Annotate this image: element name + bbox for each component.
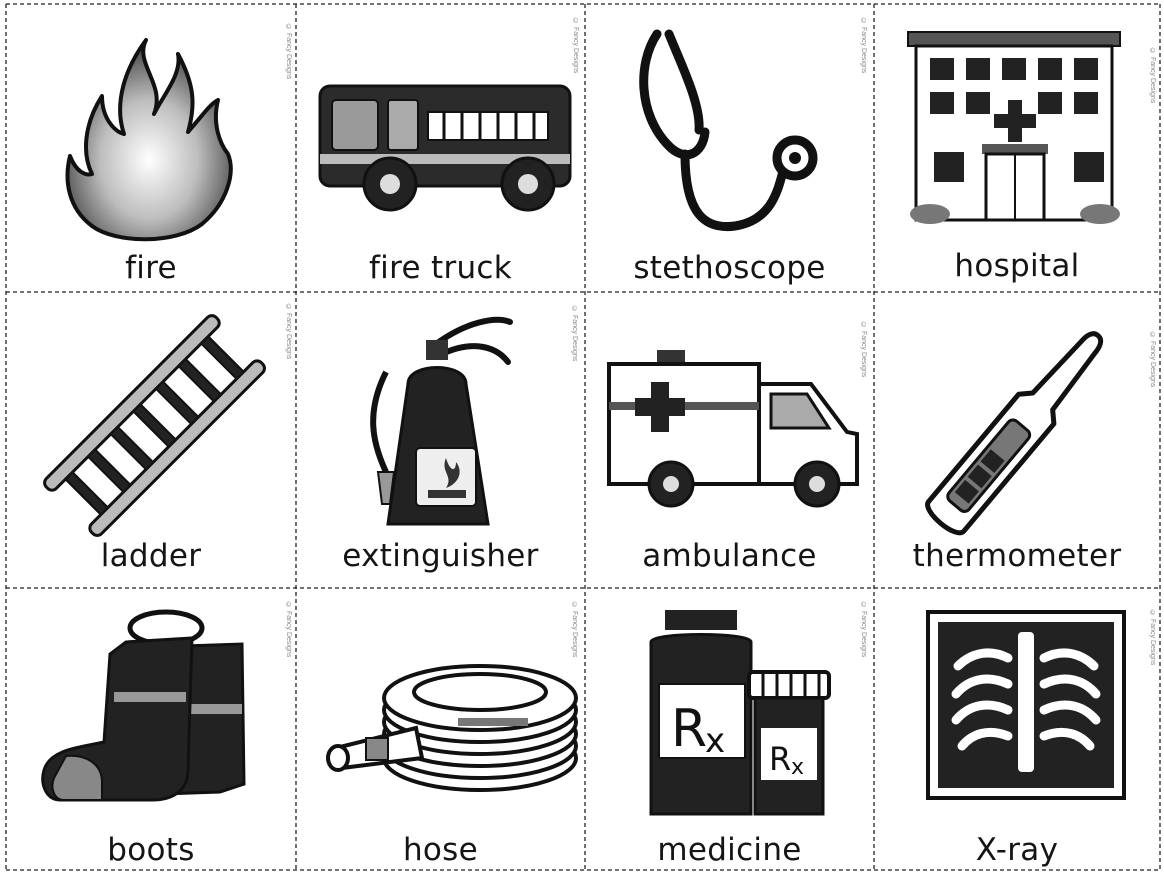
credit-text: © Fancy Designs <box>1149 332 1156 388</box>
credit-text: © Fancy Designs <box>1149 610 1156 666</box>
card-hose <box>296 588 585 870</box>
x-ray-icon <box>874 588 1160 870</box>
card-ambulance <box>585 292 874 588</box>
card-label: fire <box>125 250 177 286</box>
credit-text: © Fancy Designs <box>572 18 579 74</box>
card-label: extinguisher <box>342 538 539 574</box>
stethoscope-icon <box>585 4 874 292</box>
credit-text: © Fancy Designs <box>860 322 867 378</box>
card-thermometer <box>874 292 1160 588</box>
card-label: thermometer <box>912 538 1122 574</box>
card-label: X-ray <box>975 832 1059 868</box>
card-label: hospital <box>954 248 1080 284</box>
credit-text: © Fancy Designs <box>860 18 867 74</box>
fire-icon <box>6 4 296 292</box>
credit-text: © Fancy Designs <box>285 304 292 360</box>
credit-text: © Fancy Designs <box>571 602 578 658</box>
card-label: ladder <box>100 538 202 574</box>
card-stethoscope <box>585 4 874 292</box>
card-label: stethoscope <box>633 250 826 286</box>
card-label: fire truck <box>368 250 513 286</box>
svg-text:R: R <box>769 740 792 778</box>
card-x-ray <box>874 588 1160 870</box>
hose-icon <box>296 588 585 870</box>
svg-text:R: R <box>671 699 708 759</box>
credit-text: © Fancy Designs <box>571 306 578 362</box>
card-boots <box>6 588 296 870</box>
svg-text:x: x <box>791 755 805 780</box>
card-fire-truck <box>296 4 585 292</box>
card-extinguisher <box>296 292 585 588</box>
card-medicine <box>585 588 874 870</box>
svg-text:x: x <box>705 721 726 761</box>
medicine-icon <box>585 588 874 870</box>
card-hospital <box>874 4 1160 292</box>
card-label: medicine <box>657 832 802 868</box>
card-label: hose <box>402 832 479 868</box>
card-label: ambulance <box>642 538 817 574</box>
card-label: boots <box>107 832 195 868</box>
credit-text: © Fancy Designs <box>285 602 292 658</box>
card-fire <box>6 4 296 292</box>
credit-text: © Fancy Designs <box>285 24 292 80</box>
fire-truck-icon <box>296 4 585 292</box>
boots-icon <box>6 588 296 870</box>
credit-text: © Fancy Designs <box>860 602 867 658</box>
card-ladder <box>6 292 296 588</box>
credit-text: © Fancy Designs <box>1149 48 1156 104</box>
